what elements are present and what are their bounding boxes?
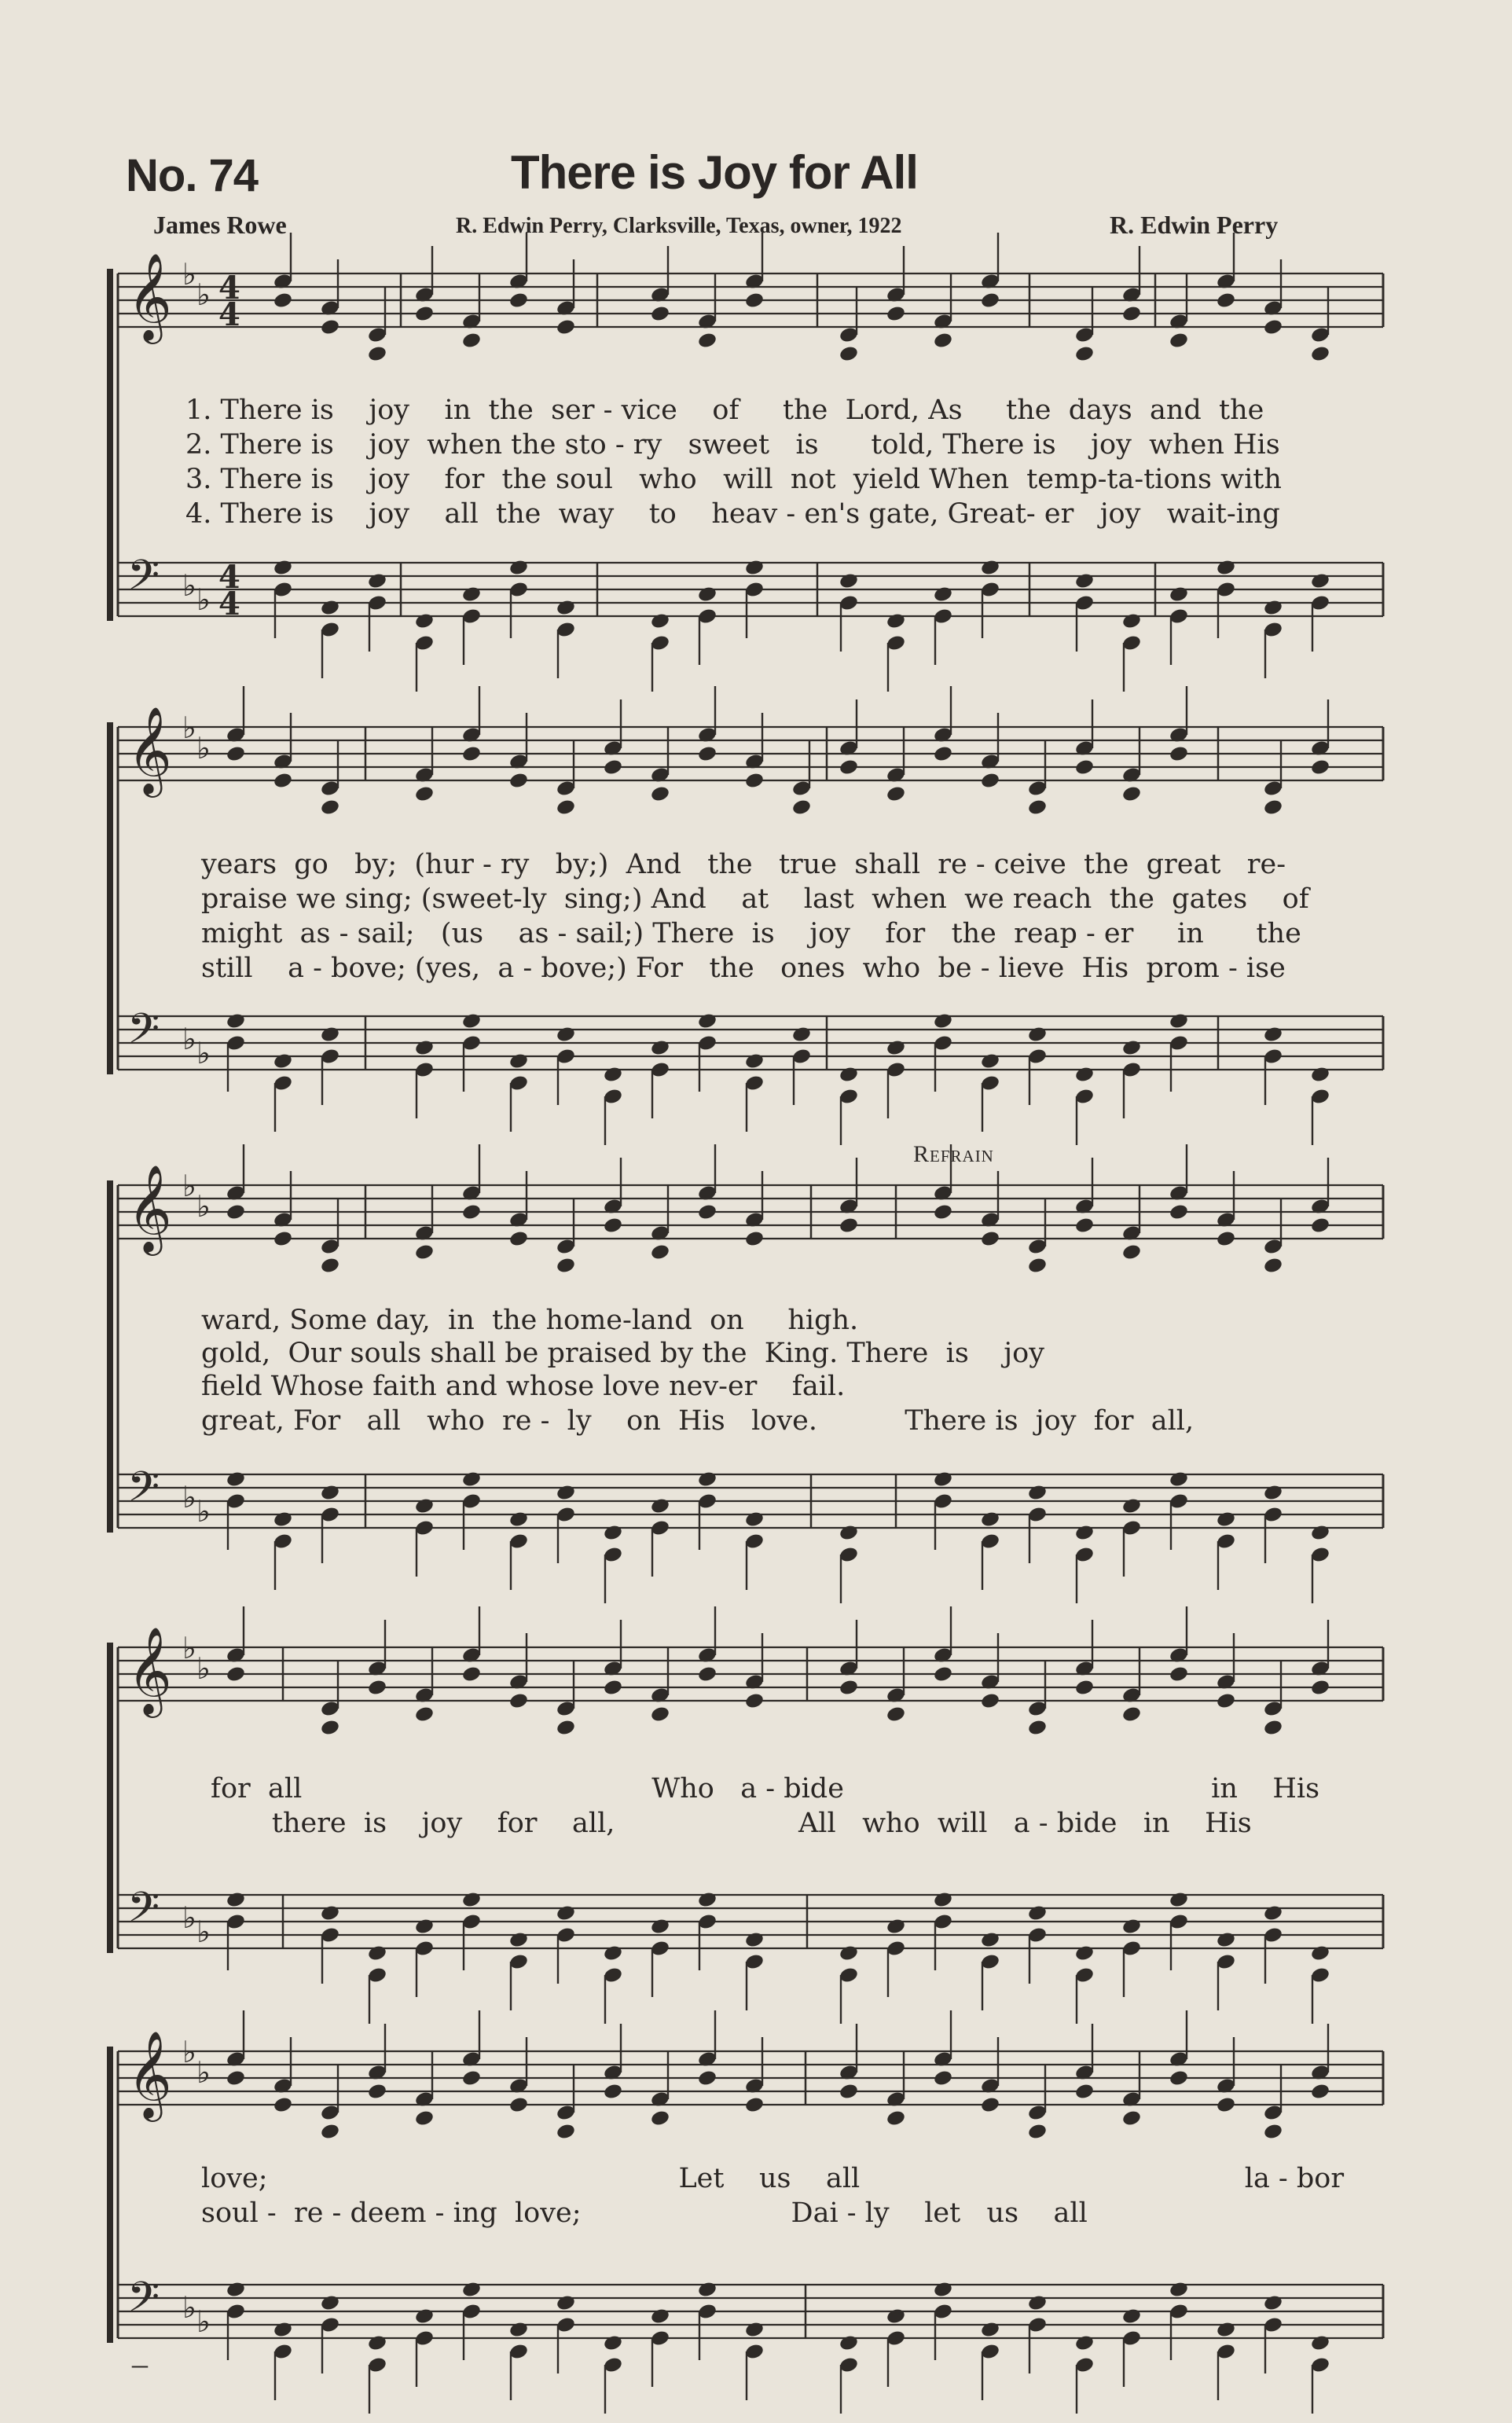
notehead <box>414 1039 435 1057</box>
notehead <box>320 2123 340 2141</box>
notehead <box>791 798 812 817</box>
notehead <box>367 345 387 363</box>
composer-credit: R. Edwin Perry <box>1110 211 1279 239</box>
notehead <box>980 1692 1000 1710</box>
notehead <box>508 559 529 577</box>
notehead <box>1169 1012 1189 1030</box>
notehead <box>461 586 482 604</box>
notehead <box>1169 1470 1189 1489</box>
notehead <box>508 1511 529 1529</box>
bass-clef-icon: 𝄢 <box>127 1463 160 1522</box>
notehead <box>1216 1931 1236 1949</box>
notehead <box>650 2307 670 2326</box>
notehead <box>1027 1484 1048 1502</box>
notehead <box>839 2334 859 2352</box>
notehead <box>886 1039 906 1057</box>
notehead <box>273 1230 293 1248</box>
notehead <box>367 2083 387 2101</box>
notehead <box>320 2294 340 2312</box>
notehead <box>603 758 623 776</box>
notehead <box>556 1484 576 1502</box>
notehead <box>1074 1217 1095 1235</box>
notehead <box>886 2109 906 2127</box>
notehead <box>414 2109 435 2127</box>
notehead <box>744 292 765 310</box>
time-signature: 4 <box>218 296 240 333</box>
notehead <box>791 1026 812 1044</box>
flat-icon: ♭ <box>182 1480 196 1514</box>
notehead <box>744 772 765 790</box>
lyric-line: love; Let us all la - bor <box>201 2163 1345 2194</box>
notehead <box>461 1891 482 1909</box>
notehead <box>980 559 1000 577</box>
notehead <box>980 2096 1000 2114</box>
notehead <box>1263 1904 1283 1922</box>
notehead <box>1169 2281 1189 2299</box>
notehead <box>508 2321 529 2339</box>
notehead <box>933 1470 953 1489</box>
notehead <box>603 1217 623 1235</box>
notehead <box>414 2307 435 2326</box>
notehead <box>320 1904 340 1922</box>
notehead <box>1169 1203 1189 1221</box>
flat-icon: ♭ <box>182 1022 196 1056</box>
notehead <box>933 2281 953 2299</box>
treble-clef-icon: 𝄞 <box>127 2030 172 2118</box>
system-bracket <box>107 1643 113 1953</box>
notehead <box>461 1203 482 1221</box>
notehead <box>1027 1719 1048 1737</box>
notehead <box>839 572 859 590</box>
notehead <box>226 1665 246 1683</box>
notehead <box>461 1012 482 1030</box>
notehead <box>886 1918 906 1936</box>
notehead <box>1310 1066 1330 1084</box>
notehead <box>414 1497 435 1515</box>
notehead <box>556 2123 576 2141</box>
notehead <box>461 1665 482 1683</box>
notehead <box>839 1679 859 1697</box>
notehead <box>839 2083 859 2101</box>
page-mark: – <box>132 2346 148 2381</box>
notehead <box>414 612 435 630</box>
notehead <box>1027 1257 1048 1275</box>
notehead <box>414 1918 435 1936</box>
notehead <box>744 1692 765 1710</box>
notehead <box>508 2096 529 2114</box>
notehead <box>697 1203 717 1221</box>
notehead <box>1216 292 1236 310</box>
notehead <box>556 318 576 336</box>
notehead <box>461 2281 482 2299</box>
notehead <box>1216 1511 1236 1529</box>
notehead <box>744 1052 765 1070</box>
notehead <box>650 612 670 630</box>
notehead <box>556 1904 576 1922</box>
notehead <box>367 2334 387 2352</box>
lyric-line: gold, Our souls shall be praised by the King. There is joy <box>201 1338 1044 1369</box>
treble-clef-icon: 𝄞 <box>127 1164 172 1252</box>
notehead <box>273 1511 293 1529</box>
notehead <box>1074 1944 1095 1962</box>
time-signature: 4 <box>218 586 240 622</box>
notehead <box>1263 318 1283 336</box>
notehead <box>839 1217 859 1235</box>
notehead <box>414 785 435 803</box>
notehead <box>1169 2069 1189 2087</box>
notehead <box>1216 1692 1236 1710</box>
notehead <box>1027 798 1048 817</box>
notehead <box>886 612 906 630</box>
notehead <box>1121 785 1142 803</box>
flat-icon: ♭ <box>182 1169 196 1203</box>
notehead <box>1263 1026 1283 1044</box>
flat-icon: ♭ <box>182 710 196 745</box>
flat-icon: ♭ <box>196 1494 211 1529</box>
flat-icon: ♭ <box>196 731 211 765</box>
notehead <box>1121 2307 1142 2326</box>
notehead <box>650 2109 670 2127</box>
notehead <box>650 1705 670 1724</box>
notehead <box>1074 2334 1095 2352</box>
flat-icon: ♭ <box>196 1189 211 1224</box>
flat-icon: ♭ <box>196 2304 211 2339</box>
notehead <box>650 785 670 803</box>
notehead <box>226 1891 246 1909</box>
lyric-line: 4. There is joy all the way to heav - en's gate, Great- er joy wait-ing <box>185 498 1280 530</box>
notehead <box>933 586 953 604</box>
notehead <box>1027 1904 1048 1922</box>
notehead <box>933 1665 953 1683</box>
notehead <box>603 1524 623 1542</box>
notehead <box>697 1891 717 1909</box>
notehead <box>1263 599 1283 617</box>
system-bracket <box>107 269 113 621</box>
notehead <box>414 1705 435 1724</box>
lyric-line: for all Who a - bide in His <box>211 1773 1320 1804</box>
notehead <box>273 559 293 577</box>
notehead <box>1027 2294 1048 2312</box>
notehead <box>980 1230 1000 1248</box>
notehead <box>1216 1230 1236 1248</box>
treble-clef-icon: 𝄞 <box>127 1626 172 1714</box>
flat-icon: ♭ <box>196 1915 211 1949</box>
copyright-owner: R. Edwin Perry, Clarksville, Texas, owner, 1922 <box>456 214 902 238</box>
notehead <box>1074 1524 1095 1542</box>
refrain-label: Refrain <box>913 1141 994 1167</box>
notehead <box>1263 1484 1283 1502</box>
notehead <box>744 1230 765 1248</box>
notehead <box>980 1931 1000 1949</box>
flat-icon: ♭ <box>182 1631 196 1665</box>
notehead <box>1074 2083 1095 2101</box>
notehead <box>320 1719 340 1737</box>
notehead <box>226 1012 246 1030</box>
notehead <box>697 745 717 763</box>
treble-clef-icon: 𝄞 <box>127 252 172 340</box>
notehead <box>414 305 435 323</box>
notehead <box>556 2294 576 2312</box>
notehead <box>697 332 717 350</box>
notehead <box>320 599 340 617</box>
notehead <box>839 758 859 776</box>
notehead <box>1216 2321 1236 2339</box>
lyric-line: 2. There is joy when the sto - ry sweet is told, There is joy when His <box>185 429 1280 461</box>
notehead <box>650 1243 670 1261</box>
bass-clef-icon: 𝄢 <box>127 1005 160 1063</box>
notehead <box>1169 586 1189 604</box>
notehead <box>980 1511 1000 1529</box>
notehead <box>226 2069 246 2087</box>
notehead <box>273 292 293 310</box>
notehead <box>367 1944 387 1962</box>
lyric-line: still a - bove; (yes, a - bove;) For the ones who be - lieve His prom - ise <box>201 953 1286 984</box>
notehead <box>1263 798 1283 817</box>
notehead <box>1310 572 1330 590</box>
time-signature: 4 <box>218 559 240 596</box>
notehead <box>1074 1066 1095 1084</box>
flat-icon: ♭ <box>182 568 196 603</box>
notehead <box>744 2096 765 2114</box>
notehead <box>508 1052 529 1070</box>
lyric-line: field Whose faith and whose love nev-er fail. <box>201 1371 846 1402</box>
lyric-line: soul - re - deem - ing love; Dai - ly let us all <box>201 2197 1088 2229</box>
notehead <box>1027 2123 1048 2141</box>
notehead <box>1027 1026 1048 1044</box>
notehead <box>650 1039 670 1057</box>
notehead <box>980 292 1000 310</box>
notehead <box>697 2281 717 2299</box>
notehead <box>273 2321 293 2339</box>
notehead <box>839 1524 859 1542</box>
notehead <box>1216 2096 1236 2114</box>
notehead <box>320 1484 340 1502</box>
notehead <box>1310 758 1330 776</box>
hymn-number: No. 74 <box>126 150 259 201</box>
notehead <box>556 1719 576 1737</box>
notehead <box>603 1066 623 1084</box>
flat-icon: ♭ <box>196 2055 211 2090</box>
notehead <box>697 2069 717 2087</box>
notehead <box>508 1692 529 1710</box>
notehead <box>1263 1257 1283 1275</box>
notehead <box>1310 2083 1330 2101</box>
notehead <box>1310 1944 1330 1962</box>
notehead <box>508 1931 529 1949</box>
notehead <box>1121 1039 1142 1057</box>
flat-icon: ♭ <box>196 277 211 312</box>
notehead <box>886 1705 906 1724</box>
notehead <box>1263 1719 1283 1737</box>
hymn-title: There is Joy for All <box>511 146 918 199</box>
notehead <box>933 1012 953 1030</box>
notehead <box>697 1012 717 1030</box>
notehead <box>367 1679 387 1697</box>
notehead <box>1169 745 1189 763</box>
lyric-line: great, For all who re - ly on His love. There is joy for all, <box>201 1405 1195 1437</box>
time-signature: 4 <box>218 270 240 307</box>
notehead <box>839 1944 859 1962</box>
notehead <box>1074 1679 1095 1697</box>
notehead <box>886 305 906 323</box>
notehead <box>1310 2334 1330 2352</box>
notehead <box>603 1944 623 1962</box>
notehead <box>461 332 482 350</box>
lyric-line: ward, Some day, in the home-land on high. <box>201 1305 859 1336</box>
notehead <box>603 2083 623 2101</box>
notehead <box>744 2321 765 2339</box>
notehead <box>1169 1665 1189 1683</box>
lyric-line: years go by; (hur - ry by;) And the true shall re - ceive the great re- <box>201 849 1286 880</box>
notehead <box>320 318 340 336</box>
notehead <box>697 586 717 604</box>
notehead <box>367 572 387 590</box>
notehead <box>556 599 576 617</box>
notehead <box>226 2281 246 2299</box>
notehead <box>461 1470 482 1489</box>
notehead <box>1121 2109 1142 2127</box>
notehead <box>556 1026 576 1044</box>
notehead <box>320 1026 340 1044</box>
notehead <box>933 2069 953 2087</box>
notehead <box>886 785 906 803</box>
lyric-line: might as - sail; (us as - sail;) There is joy for the reap - er in the <box>201 918 1301 949</box>
system-bracket <box>107 722 113 1074</box>
lyric-line: praise we sing; (sweet-ly sing;) And at last when we reach the gates of <box>201 883 1309 915</box>
lyricist-credit: James Rowe <box>153 211 287 239</box>
notehead <box>226 1470 246 1489</box>
notehead <box>1216 559 1236 577</box>
notehead <box>226 1203 246 1221</box>
notehead <box>273 1052 293 1070</box>
flat-icon: ♭ <box>196 1651 211 1686</box>
notehead <box>1263 2294 1283 2312</box>
notehead <box>933 745 953 763</box>
notehead <box>508 1230 529 1248</box>
notehead <box>933 1891 953 1909</box>
notehead <box>933 332 953 350</box>
notehead <box>697 1665 717 1683</box>
notehead <box>1310 1217 1330 1235</box>
bass-clef-icon: 𝄢 <box>127 552 160 610</box>
notehead <box>320 1257 340 1275</box>
notehead <box>839 345 859 363</box>
notehead <box>508 772 529 790</box>
notehead <box>556 798 576 817</box>
lyric-line: there is joy for all, All who will a - bide in His <box>211 1808 1252 1839</box>
notehead <box>320 798 340 817</box>
notehead <box>839 1066 859 1084</box>
flat-icon: ♭ <box>182 2290 196 2325</box>
flat-icon: ♭ <box>182 257 196 292</box>
notehead <box>1074 572 1095 590</box>
lyric-line: 3. There is joy for the soul who will not yield When temp-ta-tions with <box>185 464 1282 495</box>
flat-icon: ♭ <box>182 2035 196 2069</box>
lyric-line: 1. There is joy in the ser - vice of the Lord, As the days and the <box>185 395 1264 426</box>
notehead <box>1121 1918 1142 1936</box>
notehead <box>933 1203 953 1221</box>
notehead <box>414 1243 435 1261</box>
flat-icon: ♭ <box>196 582 211 617</box>
notehead <box>1263 2123 1283 2141</box>
notehead <box>980 1052 1000 1070</box>
notehead <box>1121 305 1142 323</box>
system-bracket <box>107 1180 113 1533</box>
notehead <box>1169 332 1189 350</box>
notehead <box>980 2321 1000 2339</box>
notehead <box>1121 612 1142 630</box>
notehead <box>1121 1705 1142 1724</box>
system-bracket <box>107 2047 113 2343</box>
notehead <box>744 1511 765 1529</box>
notehead <box>461 2069 482 2087</box>
notehead <box>650 305 670 323</box>
notehead <box>603 2334 623 2352</box>
notehead <box>1121 1243 1142 1261</box>
notehead <box>273 2096 293 2114</box>
notehead <box>1310 1679 1330 1697</box>
notehead <box>461 745 482 763</box>
notehead <box>1074 758 1095 776</box>
notehead <box>1310 1524 1330 1542</box>
bass-clef-icon: 𝄢 <box>127 1884 160 1942</box>
notehead <box>650 1918 670 1936</box>
notehead <box>1310 345 1330 363</box>
notehead <box>1169 1891 1189 1909</box>
notehead <box>603 1679 623 1697</box>
notehead <box>273 772 293 790</box>
notehead <box>886 2307 906 2326</box>
notehead <box>508 292 529 310</box>
notehead <box>744 559 765 577</box>
notehead <box>556 1257 576 1275</box>
notehead <box>980 772 1000 790</box>
notehead <box>1074 345 1095 363</box>
flat-icon: ♭ <box>196 1036 211 1070</box>
bass-clef-icon: 𝄢 <box>127 2274 160 2332</box>
notehead <box>697 1470 717 1489</box>
notehead <box>744 1931 765 1949</box>
notehead <box>226 745 246 763</box>
treble-clef-icon: 𝄞 <box>127 706 172 794</box>
flat-icon: ♭ <box>182 1900 196 1935</box>
notehead <box>650 1497 670 1515</box>
notehead <box>1121 1497 1142 1515</box>
